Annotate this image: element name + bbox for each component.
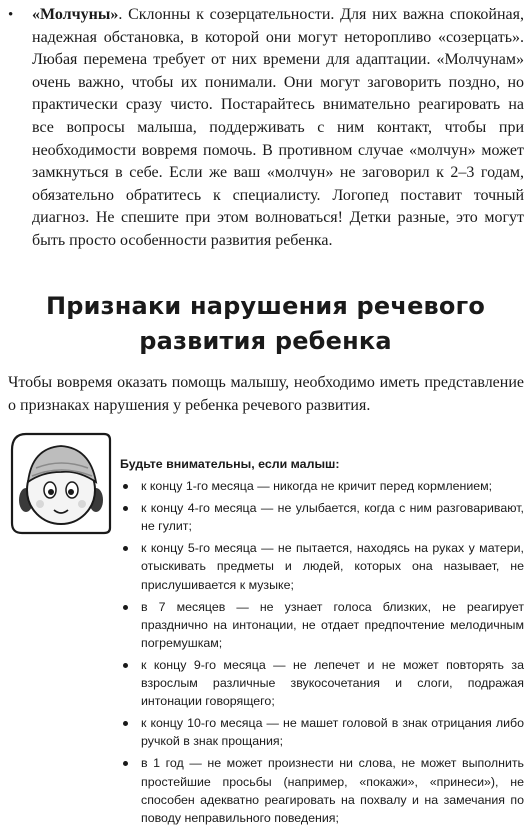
- list-item: [120, 754, 524, 826]
- bullet-dot: [123, 484, 128, 489]
- list-item: [120, 499, 524, 535]
- attention-block: [120, 455, 524, 827]
- lead-paragraph: Чтобы вовремя оказать помощь малышу, необходимо иметь представление о признаках нарушения у ребенка речевого развития.: [8, 374, 524, 414]
- list-item: [120, 656, 524, 710]
- bullet: •: [8, 7, 14, 23]
- list-item-text: к концу 9-го месяца — не лепечет и не может повторять за взрослым различные звукосочетания и слоги, подражая интонации говорящего;: [141, 657, 524, 709]
- list-item: [120, 714, 524, 750]
- bullet-dot: [123, 546, 128, 551]
- list-item-text: к концу 10-го месяца — не машет головой в знак отрицания либо ручкой в знак прощания;: [141, 716, 524, 749]
- intro-term: «Молчуны»: [32, 6, 119, 23]
- heading-line-1: Признаки нарушения речевого: [45, 292, 486, 320]
- bullet-dot: [123, 663, 128, 668]
- list-item-text: к концу 4-го месяца — не улыбается, когда с ним разговаривают, не гулит;: [141, 501, 524, 534]
- list-item: [120, 477, 524, 495]
- list-item: [120, 539, 524, 593]
- heading-line-2: развития ребенка: [139, 327, 392, 355]
- bullet-dot: [123, 506, 128, 511]
- attention-title: Будьте внимательны, если малыш:: [120, 457, 340, 471]
- bullet-dot: [123, 721, 128, 726]
- list-item-text: к концу 1-го месяца — никогда не кричит перед кормлением;: [141, 479, 493, 494]
- attention-list: [120, 477, 524, 827]
- section-heading: [0, 289, 531, 359]
- bullet-dot: [123, 761, 128, 766]
- list-item: [120, 598, 524, 652]
- list-item-text: к концу 5-го месяца — не пытается, находясь на руках у матери, отыскивать предметы и людей, которых она называет, не прислушивается к музыке;: [141, 541, 524, 592]
- bullet-dot: [123, 605, 128, 610]
- intro-paragraph: [8, 4, 524, 253]
- intro-text: [32, 4, 524, 253]
- list-item-text: в 1 год — не может произнести ни слова, не может выполнить простейшие просьбы (например, «покажи», «принеси»), не способен адекватно реагировать на похвалу и на замечания по поводу неправильного поведения;: [141, 756, 524, 825]
- child-illustration-icon: [6, 430, 114, 535]
- list-item-text: в 7 месяцев — не узнает голоса близких, не реагирует празднично на интонации, не отдает предпочтение мелодичным погремушкам;: [141, 599, 524, 650]
- intro-body: . Склонны к созерцательности. Для них важна спокойная, надежная обстановка, в которой они могут неторопливо «созерцать». Любая перемена требует от них времени для адаптации. «Молчунам» очень важно, чтобы их понимали. Они могут заговорить поздно, но практически сразу чисто. Постарайтесь внимательно реагировать на все вопросы малыша, поддерживать с ним контакт, чтобы при необходимости вовремя помочь. В противном случае «молчун» может замкнуться в себе. Если же ваш «молчун» не заговорил к 2–3 годам, обязательно обратитесь к специалисту. Логопед поставит точный диагноз. Не спешите при этом волноваться! Детки разные, это могут быть просто особенности развития ребенка.: [32, 6, 524, 249]
